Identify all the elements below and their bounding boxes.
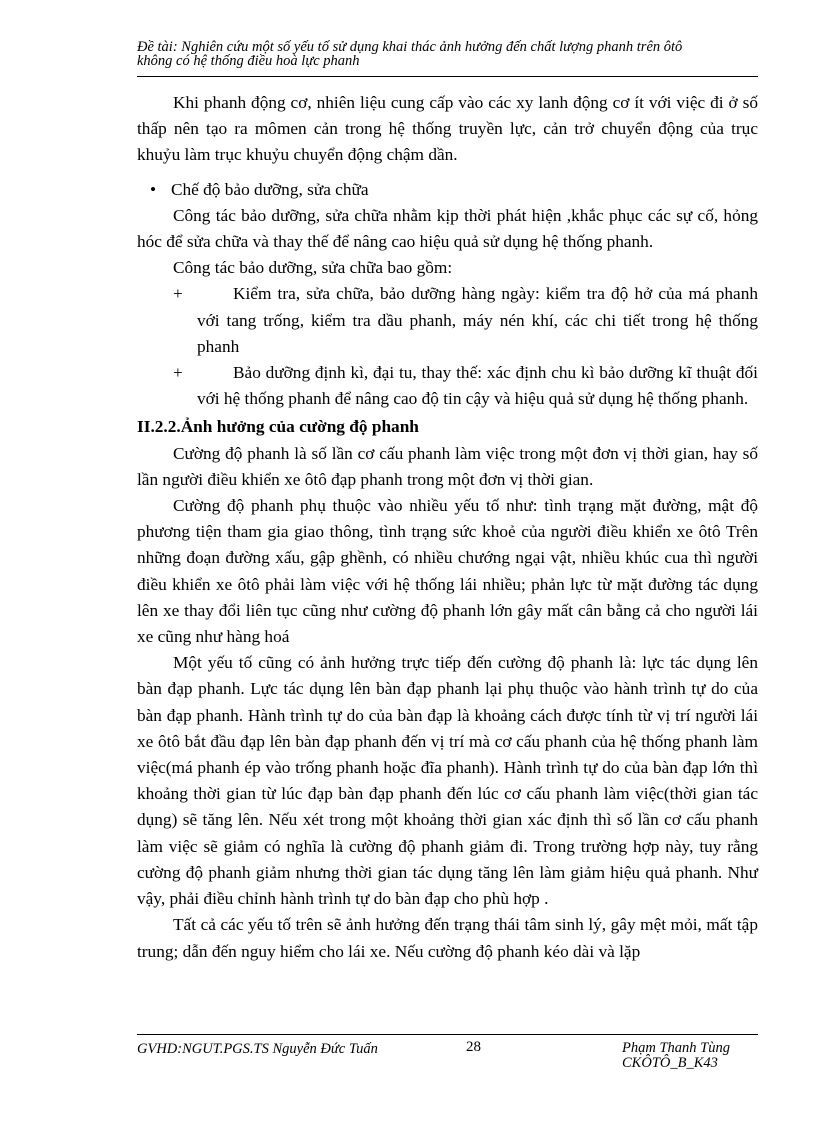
header-divider <box>137 76 758 77</box>
paragraph-pedal-force: Một yếu tố cũng có ảnh hưởng trực tiếp đến cường độ phanh là: lực tác dụng lên bàn đạp phanh. Lực tác dụng lên bàn đạp phanh lại phụ thuộc vào hành trình tự do của bàn đạp phanh. Hành trình tự do của bàn đạp là khoảng cách được tính từ vị trí người lái xe ôtô bắt đầu đạp lên bàn đạp phanh đến vị trí mà cơ cấu phanh của hệ thống phanh làm việc(má phanh ép vào trống phanh hoặc đĩa phanh). Hành trình tự do của bàn đạp lớn thì khoảng thời gian từ lúc đạp bàn đạp phanh đến lúc cơ cấu phanh làm việc(thời gian tác dụng) sẽ tăng lên. Nếu xét trong một khoảng thời gian xác định thì số lần cơ cấu phanh làm việc sẽ giảm có nghĩa là cường độ phanh giảm đi. Trong trường hợp này, tuy rằng cường độ phanh giảm nhưng thời gian tác dụng tăng lên làm giảm hiệu quả phanh. Như vậy, phải điều chỉnh hành trình tự do bàn đạp cho phù hợp . <box>137 653 758 909</box>
footer-advisor: GVHD:NGUT.PGS.TS Nguyễn Đức Tuấn <box>137 1041 378 1057</box>
bullet-item-maintenance <box>137 177 758 203</box>
list-item-text: Bảo dưỡng định kì, đại tu, thay thế: xác định chu kì bảo dưỡng kĩ thuật đối với hệ thống phanh để nâng cao độ tin cậy và hiệu quả sử dụng hệ thống phanh. <box>197 363 758 409</box>
paragraph-maintenance-includes: Công tác bảo dưỡng, sửa chữa bao gồm: <box>173 258 453 278</box>
section-heading: II.2.2.Ảnh hưởng của cường độ phanh <box>137 417 419 437</box>
plus-mark: + <box>173 363 183 383</box>
author-name: Phạm Thanh Tùng <box>622 1040 730 1056</box>
page-header <box>137 40 758 68</box>
paragraph-braking-intensity-definition: Cường độ phanh là số lần cơ cấu phanh làm việc trong một đơn vị thời gian, hay số lần người điều khiển xe ôtô đạp phanh trong một đơn vị thời gian. <box>137 443 758 489</box>
list-item-daily-check <box>137 281 758 360</box>
footer-divider <box>137 1034 758 1035</box>
page-number: 28 <box>466 1039 481 1055</box>
document-body <box>137 90 758 965</box>
header-title-line-1: Đề tài: Nghiên cứu một số yếu tố sử dụng khai thác ảnh hưởng đến chất lượng phanh trên ôtô <box>137 39 683 55</box>
paragraph-maintenance-purpose: Công tác bảo dưỡng, sửa chữa nhằm kịp thời phát hiện ,khắc phục các sự cố, hỏng hóc để sửa chữa và thay thế để nâng cao hiệu quả sử dụng hệ thống phanh. <box>137 205 758 252</box>
paragraph-driver-fatigue: Tất cả các yếu tố trên sẽ ảnh hưởng đến trạng thái tâm sinh lý, gây mệt mỏi, mất tập trung; dẫn đến nguy hiểm cho lái xe. Nếu cường độ phanh kéo dài và lặp <box>137 915 758 961</box>
author-class: CKÔTÔ_B_K43 <box>622 1055 718 1071</box>
header-title-line-2: không có hệ thống điều hoà lực phanh <box>137 53 360 69</box>
plus-mark: + <box>173 284 183 304</box>
list-item-text: Kiểm tra, sửa chữa, bảo dưỡng hàng ngày: kiểm tra độ hở của má phanh với tang trống, kiểm tra dầu phanh, máy nén khí, các chi tiết trong hệ thống phanh <box>197 284 758 356</box>
paragraph-engine-braking: Khi phanh động cơ, nhiên liệu cung cấp vào các xy lanh động cơ ít với việc đi ở số thấp nên tạo ra mômen cản trong hệ thống truyền lực, cản trở chuyển động của trục khuỷu làm trục khuỷu chuyển động chậm dần. <box>137 93 758 165</box>
footer-author <box>622 1041 730 1071</box>
paragraph-braking-intensity-factors: Cường độ phanh phụ thuộc vào nhiều yếu tố như: tình trạng mặt đường, mật độ phương tiện tham gia giao thông, tình trạng sức khoẻ của người điều khiển xe ôtô Trên những đoạn đường xấu, gập ghềnh, có nhiều chướng ngại vật, nhiều khúc cua thì người điều khiển xe ôtô phải làm việc với hệ thống lái nhiều; phản lực từ mặt đường tác dụng lên xe thay đổi liên tục cũng như cường độ phanh lớn gây mất cân bằng cả cho người lái xe cũng như hàng hoá <box>137 496 758 647</box>
bullet-mark: • <box>149 179 157 199</box>
bullet-text: Chế độ bảo dưỡng, sửa chữa <box>171 179 369 199</box>
list-item-periodic-maintenance <box>137 360 758 412</box>
